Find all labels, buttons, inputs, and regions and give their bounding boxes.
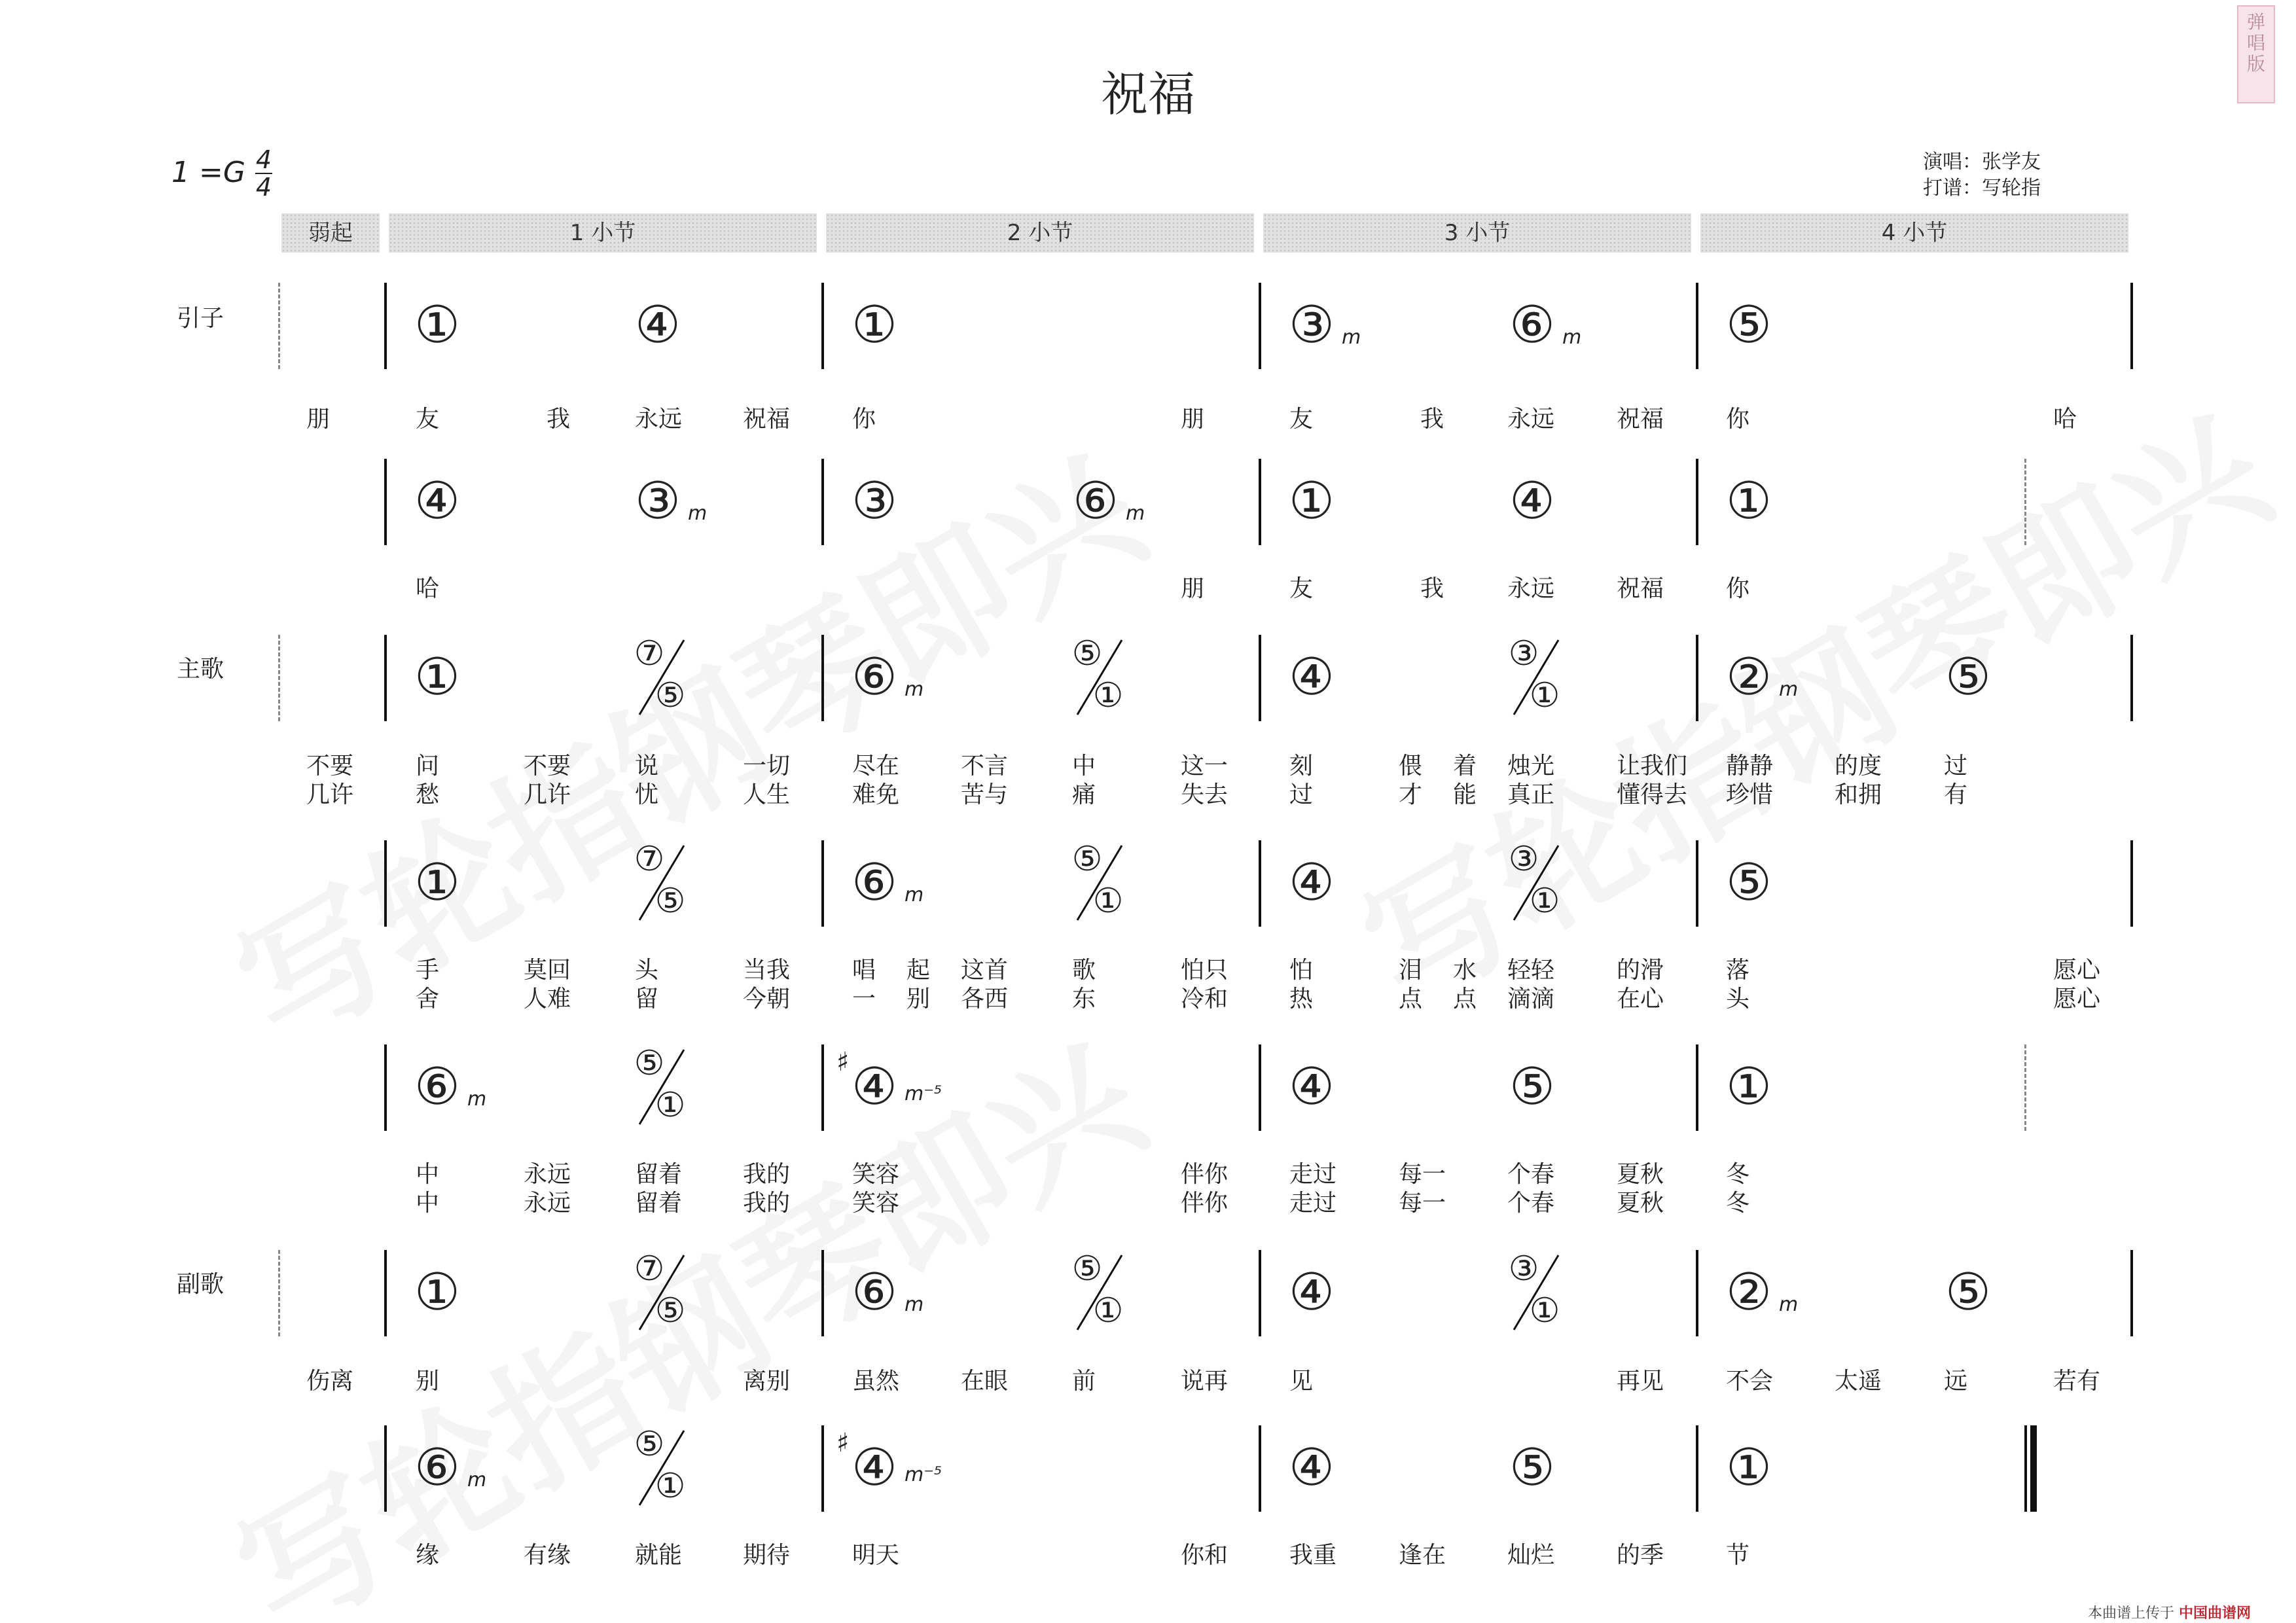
barline (1696, 283, 1698, 369)
slash-chord-top: ⑦ (634, 634, 665, 673)
slash-chord (633, 1249, 692, 1334)
transcriber-credit: 打谱：写轮指 (1923, 177, 2041, 200)
lyric-syllable: 中 (1072, 753, 1096, 779)
slash-chord-bottom: ⑤ (655, 882, 686, 921)
barline (1259, 1250, 1261, 1336)
lyric-syllable: 就能 (635, 1542, 683, 1569)
slash-chord (1071, 633, 1130, 719)
barline (821, 635, 824, 721)
lyric-syllable: 前 (1072, 1368, 1096, 1395)
chord-symbol: ① (414, 648, 460, 707)
lyric-syllable: 每一 (1399, 1190, 1446, 1217)
barline (1259, 840, 1261, 927)
slash-chord (1071, 1249, 1130, 1334)
barline-dashed (2024, 459, 2026, 545)
slash-chord (633, 633, 692, 719)
lyric-syllable: 太遥 (1835, 1368, 1882, 1395)
lyric-syllable: 友 (416, 406, 440, 433)
lyric-syllable: 舍 (416, 986, 440, 1012)
lyric-syllable: 留 (635, 986, 659, 1012)
slash-chord-top: ⑤ (1071, 634, 1103, 673)
lyric-syllable: 问 (416, 753, 440, 779)
lyric-syllable: 这首 (961, 957, 1009, 984)
slash-chord-bottom: ① (1092, 1291, 1124, 1330)
lyric-syllable: 我 (547, 406, 571, 433)
pickup-barline (278, 1250, 280, 1336)
lyric-syllable: 你和 (1181, 1542, 1229, 1569)
key-signature: 1 =G (171, 156, 245, 189)
barline (384, 840, 387, 927)
lyric-syllable: 莫回 (524, 957, 571, 984)
chord-symbol: ① (852, 296, 897, 355)
barline (2130, 283, 2133, 369)
pickup-barline (278, 283, 280, 369)
lyric-syllable: 唱 (852, 957, 876, 984)
lyric-syllable: 期待 (743, 1542, 791, 1569)
lyric-syllable: 点 (1453, 986, 1477, 1012)
chord-symbol: ③ (635, 472, 681, 531)
chord-quality-suffix: m⁻⁵ (905, 1463, 942, 1486)
lyric-syllable: 泪 (1399, 957, 1423, 984)
section-label-verse: 主歌 (177, 656, 224, 683)
slash-chord-top: ③ (1508, 634, 1539, 673)
chord-symbol: ④ (1289, 853, 1335, 912)
barline (1696, 1044, 1698, 1131)
lyric-syllable: 祝福 (1617, 575, 1664, 602)
lyric-syllable: 这一 (1181, 753, 1229, 779)
time-signature-top: 4 (255, 145, 272, 174)
barline (384, 1250, 387, 1336)
lyric-syllable: 今朝 (743, 986, 791, 1012)
lyric-syllable: 静静 (1726, 753, 1774, 779)
chord-symbol: ① (1726, 1058, 1772, 1116)
lyric-syllable: 虽然 (852, 1368, 900, 1395)
lyric-syllable: 永远 (1507, 575, 1555, 602)
slash-chord-bottom: ① (1092, 676, 1124, 715)
lyric-syllable: 有缘 (524, 1542, 571, 1569)
footer-text: 本曲谱上传于 (2088, 1605, 2175, 1622)
lyric-syllable: 手 (416, 957, 440, 984)
chord-symbol: ④ (1289, 1058, 1335, 1116)
lyric-syllable: 逢在 (1399, 1542, 1446, 1569)
lyric-syllable: 走过 (1289, 1161, 1337, 1188)
time-signature-bottom: 4 (255, 173, 272, 202)
section-label-intro: 引子 (177, 305, 224, 332)
slash-chord-top: ⑦ (634, 1249, 665, 1289)
chord-symbol: ⑥ (1509, 296, 1555, 355)
lyric-syllable: 你 (1726, 406, 1750, 433)
lyric-syllable: 我的 (743, 1161, 791, 1188)
chord-symbol: ① (414, 853, 460, 912)
lyric-syllable: 人难 (524, 986, 571, 1012)
chord-quality-suffix: m (688, 502, 708, 525)
lyric-syllable: 真正 (1507, 781, 1555, 808)
lyric-syllable: 伴你 (1181, 1161, 1229, 1188)
final-barline-thin (2024, 1425, 2027, 1512)
lyric-syllable: 苦与 (961, 781, 1009, 808)
slash-chord (1507, 1249, 1566, 1334)
barline (821, 283, 824, 369)
lyric-syllable: 有 (1944, 781, 1968, 808)
slash-chord-bottom: ① (1529, 676, 1560, 715)
slash-chord (1507, 633, 1566, 719)
slash-chord-bottom: ① (655, 1086, 686, 1125)
lyric-syllable: 永远 (1507, 406, 1555, 433)
lyric-syllable: 你 (852, 406, 876, 433)
chord-symbol: ④ (1509, 472, 1555, 531)
lyric-syllable: 朋 (1181, 406, 1205, 433)
barline (1696, 1425, 1698, 1512)
lyric-syllable: 不言 (961, 753, 1009, 779)
pickup-barline (278, 635, 280, 721)
header-bar-1: 1 小节 (389, 213, 817, 253)
slash-chord-bottom: ① (1529, 882, 1560, 921)
lyric-syllable: 友 (1289, 575, 1314, 602)
lyric-syllable: 头 (635, 957, 659, 984)
lyric-syllable: 个春 (1507, 1161, 1555, 1188)
lyric-syllable: 的滑 (1617, 957, 1664, 984)
lyric-syllable: 不要 (524, 753, 571, 779)
slash-chord-bottom: ① (1529, 1291, 1560, 1330)
sharp-sign: ♯ (836, 1047, 850, 1077)
barline (1259, 283, 1261, 369)
chord-symbol: ⑤ (1945, 648, 1991, 707)
lyric-syllable: 人生 (743, 781, 791, 808)
barline (2130, 635, 2133, 721)
lyric-syllable: 祝福 (1617, 406, 1664, 433)
barline (1259, 1044, 1261, 1131)
chord-symbol: ⑥ (852, 853, 897, 912)
barline (384, 1044, 387, 1131)
chord-symbol: ④ (635, 296, 681, 355)
lyric-syllable: 一 (852, 986, 876, 1012)
lyric-syllable: 说再 (1181, 1368, 1229, 1395)
lyric-syllable: 不会 (1726, 1368, 1774, 1395)
lyric-syllable: 点 (1399, 986, 1423, 1012)
lyric-syllable: 愿心 (2053, 986, 2101, 1012)
lyric-syllable: 珍惜 (1726, 781, 1774, 808)
footer-brand: 中国曲谱网 (2179, 1605, 2251, 1622)
chord-symbol: ④ (852, 1438, 897, 1497)
lyric-syllable: 灿烂 (1507, 1542, 1555, 1569)
lyric-syllable: 和拥 (1835, 781, 1882, 808)
version-badge: 弹唱版 (2237, 5, 2275, 103)
lyric-syllable: 伤离 (306, 1368, 354, 1395)
lyric-syllable: 的季 (1617, 1542, 1664, 1569)
lyric-syllable: 远 (1944, 1368, 1968, 1395)
lyric-syllable: 伴你 (1181, 1190, 1229, 1217)
lyric-syllable: 哈 (416, 575, 440, 602)
lyric-syllable: 歌 (1072, 957, 1096, 984)
chord-symbol: ① (1726, 1438, 1772, 1497)
chord-symbol: ⑥ (414, 1058, 460, 1116)
chord-symbol: ④ (1289, 1438, 1335, 1497)
barline (821, 459, 824, 545)
chord-symbol: ③ (852, 472, 897, 531)
chord-quality-suffix: m (905, 883, 924, 906)
lyric-syllable: 过 (1944, 753, 1968, 779)
chord-symbol: ⑤ (1726, 853, 1772, 912)
slash-chord-bottom: ① (1092, 882, 1124, 921)
slash-chord-top: ⑦ (634, 840, 665, 879)
chord-symbol: ① (1289, 472, 1335, 531)
lyric-syllable: 永远 (635, 406, 683, 433)
chord-symbol: ① (1726, 472, 1772, 531)
lyric-syllable: 笑容 (852, 1190, 900, 1217)
chord-symbol: ④ (414, 472, 460, 531)
chord-quality-suffix: m (905, 1293, 924, 1316)
lyric-syllable: 朋 (1181, 575, 1205, 602)
lyric-syllable: 中 (416, 1190, 440, 1217)
lyric-syllable: 能 (1453, 781, 1477, 808)
slash-chord (633, 1043, 692, 1128)
lyric-syllable: 见 (1289, 1368, 1314, 1395)
slash-chord-top: ③ (1508, 840, 1539, 879)
chord-quality-suffix: m (1562, 326, 1582, 349)
lyric-syllable: 再见 (1617, 1368, 1664, 1395)
lyric-syllable: 热 (1289, 986, 1314, 1012)
barline (1259, 1425, 1261, 1512)
lyric-syllable: 懂得去 (1617, 781, 1688, 808)
lyric-syllable: 轻轻 (1507, 957, 1555, 984)
chord-symbol: ⑤ (1726, 296, 1772, 355)
lyric-syllable: 别 (416, 1368, 440, 1395)
lyric-syllable: 刻 (1289, 753, 1314, 779)
lyric-syllable: 夏秋 (1617, 1190, 1664, 1217)
chord-quality-suffix: m (1126, 502, 1145, 525)
barline (1696, 635, 1698, 721)
lyric-syllable: 别 (906, 986, 931, 1012)
lyric-syllable: 离别 (743, 1368, 791, 1395)
lyric-syllable: 才 (1399, 781, 1423, 808)
lyric-syllable: 说 (635, 753, 659, 779)
slash-chord-top: ⑤ (634, 1425, 665, 1464)
lyric-syllable: 怕只 (1181, 957, 1229, 984)
time-signature (254, 147, 274, 200)
slash-chord (1507, 839, 1566, 924)
chord-symbol: ⑥ (852, 1263, 897, 1322)
barline (384, 635, 387, 721)
barline (384, 283, 387, 369)
lyric-syllable: 滴滴 (1507, 986, 1555, 1012)
barline (384, 459, 387, 545)
slash-chord-top: ⑤ (1071, 1249, 1103, 1289)
barline (1696, 1250, 1698, 1336)
lyric-syllable: 不要 (306, 753, 354, 779)
lyric-syllable: 永远 (524, 1190, 571, 1217)
lyric-syllable: 明天 (852, 1542, 900, 1569)
lyric-syllable: 东 (1072, 986, 1096, 1012)
slash-chord-top: ⑤ (634, 1044, 665, 1083)
lyric-syllable: 朋 (306, 406, 331, 433)
lyric-syllable: 你 (1726, 575, 1750, 602)
chord-quality-suffix: m (1779, 678, 1799, 701)
lyric-syllable: 过 (1289, 781, 1314, 808)
page-title: 祝福 (1100, 67, 1195, 122)
barline (2130, 1250, 2133, 1336)
chord-symbol: ④ (1289, 1263, 1335, 1322)
lyric-syllable: 当我 (743, 957, 791, 984)
lyric-syllable: 我 (1420, 406, 1444, 433)
barline (1696, 459, 1698, 545)
lyric-syllable: 落 (1726, 957, 1750, 984)
footer (2088, 1602, 2251, 1622)
lyric-syllable: 怕 (1289, 957, 1314, 984)
lyric-syllable: 偎 (1399, 753, 1423, 779)
lyric-syllable: 在心 (1617, 986, 1664, 1012)
lyric-syllable: 每一 (1399, 1161, 1446, 1188)
lyric-syllable: 烛光 (1507, 753, 1555, 779)
lyric-syllable: 若有 (2053, 1368, 2101, 1395)
lyric-syllable: 水 (1453, 957, 1477, 984)
final-barline-thick (2030, 1425, 2037, 1512)
singer-credit: 演唱：张学友 (1923, 151, 2041, 173)
lyric-syllable: 几许 (524, 781, 571, 808)
chord-symbol: ⑤ (1509, 1438, 1555, 1497)
chord-symbol: ② (1726, 648, 1772, 707)
lyric-syllable: 忧 (635, 781, 659, 808)
chord-symbol: ④ (852, 1058, 897, 1116)
slash-chord-bottom: ⑤ (655, 676, 686, 715)
sharp-sign: ♯ (836, 1428, 850, 1458)
lyric-syllable: 中 (416, 1161, 440, 1188)
lyric-syllable: 让我们 (1617, 753, 1688, 779)
slash-chord-top: ⑤ (1071, 840, 1103, 879)
header-bar-3: 3 小节 (1263, 213, 1691, 253)
lyric-syllable: 尽在 (852, 753, 900, 779)
lyric-syllable: 走过 (1289, 1190, 1337, 1217)
lyric-syllable: 痛 (1072, 781, 1096, 808)
chord-symbol: ⑤ (1509, 1058, 1555, 1116)
lyric-syllable: 节 (1726, 1542, 1750, 1569)
lyric-syllable: 起 (906, 957, 931, 984)
chord-symbol: ⑥ (1073, 472, 1119, 531)
lyric-syllable: 我的 (743, 1190, 791, 1217)
chord-symbol: ① (414, 296, 460, 355)
chord-symbol: ⑥ (852, 648, 897, 707)
header-bar-4: 4 小节 (1700, 213, 2128, 253)
watermark (1322, 360, 2296, 1043)
barline (1696, 840, 1698, 927)
barline (1259, 459, 1261, 545)
slash-chord (1071, 839, 1130, 924)
lyric-syllable: 愿心 (2053, 957, 2101, 984)
chord-symbol: ④ (1289, 648, 1335, 707)
chord-symbol: ③ (1289, 296, 1335, 355)
barline (1259, 635, 1261, 721)
lyric-syllable: 冬 (1726, 1161, 1750, 1188)
barline (821, 1250, 824, 1336)
lyric-syllable: 冷和 (1181, 986, 1229, 1012)
lyric-syllable: 个春 (1507, 1190, 1555, 1217)
lyric-syllable: 失去 (1181, 781, 1229, 808)
lyric-syllable: 一切 (743, 753, 791, 779)
lyric-syllable: 哈 (2053, 406, 2077, 433)
chord-symbol: ⑤ (1945, 1263, 1991, 1322)
lyric-syllable: 永远 (524, 1161, 571, 1188)
lyric-syllable: 祝福 (743, 406, 791, 433)
slash-chord-top: ③ (1508, 1249, 1539, 1289)
lyric-syllable: 愁 (416, 781, 440, 808)
chord-quality-suffix: m⁻⁵ (905, 1082, 942, 1105)
slash-chord-bottom: ① (655, 1467, 686, 1506)
lyric-syllable: 各西 (961, 986, 1009, 1012)
slash-chord-bottom: ⑤ (655, 1291, 686, 1330)
chord-quality-suffix: m (467, 1088, 487, 1111)
lyric-syllable: 缘 (416, 1542, 440, 1569)
lyric-syllable: 头 (1726, 986, 1750, 1012)
lyric-syllable: 冬 (1726, 1190, 1750, 1217)
chord-quality-suffix: m (467, 1469, 487, 1491)
lyric-syllable: 笑容 (852, 1161, 900, 1188)
lyric-syllable: 着 (1453, 753, 1477, 779)
lyric-syllable: 几许 (306, 781, 354, 808)
barline-dashed (2024, 1044, 2026, 1131)
section-label-chorus: 副歌 (177, 1271, 224, 1298)
chord-symbol: ⑥ (414, 1438, 460, 1497)
barline (2130, 840, 2133, 927)
chord-quality-suffix: m (1342, 326, 1361, 349)
lyric-syllable: 难免 (852, 781, 900, 808)
chord-symbol: ② (1726, 1263, 1772, 1322)
lyric-syllable: 友 (1289, 406, 1314, 433)
chord-quality-suffix: m (905, 678, 924, 701)
chord-symbol: ① (414, 1263, 460, 1322)
header-pickup: 弱起 (281, 213, 380, 253)
barline (384, 1425, 387, 1512)
lyric-syllable: 我 (1420, 575, 1444, 602)
lyric-syllable: 在眼 (961, 1368, 1009, 1395)
header-bar-2: 2 小节 (826, 213, 1254, 253)
lyric-syllable: 留着 (635, 1190, 683, 1217)
barline (821, 1044, 824, 1131)
slash-chord (633, 839, 692, 924)
barline (821, 840, 824, 927)
barline (821, 1425, 824, 1512)
lyric-syllable: 我重 (1289, 1542, 1337, 1569)
chord-quality-suffix: m (1779, 1293, 1799, 1316)
lyric-syllable: 夏秋 (1617, 1161, 1664, 1188)
lyric-syllable: 的度 (1835, 753, 1882, 779)
lyric-syllable: 留着 (635, 1161, 683, 1188)
slash-chord (633, 1424, 692, 1509)
